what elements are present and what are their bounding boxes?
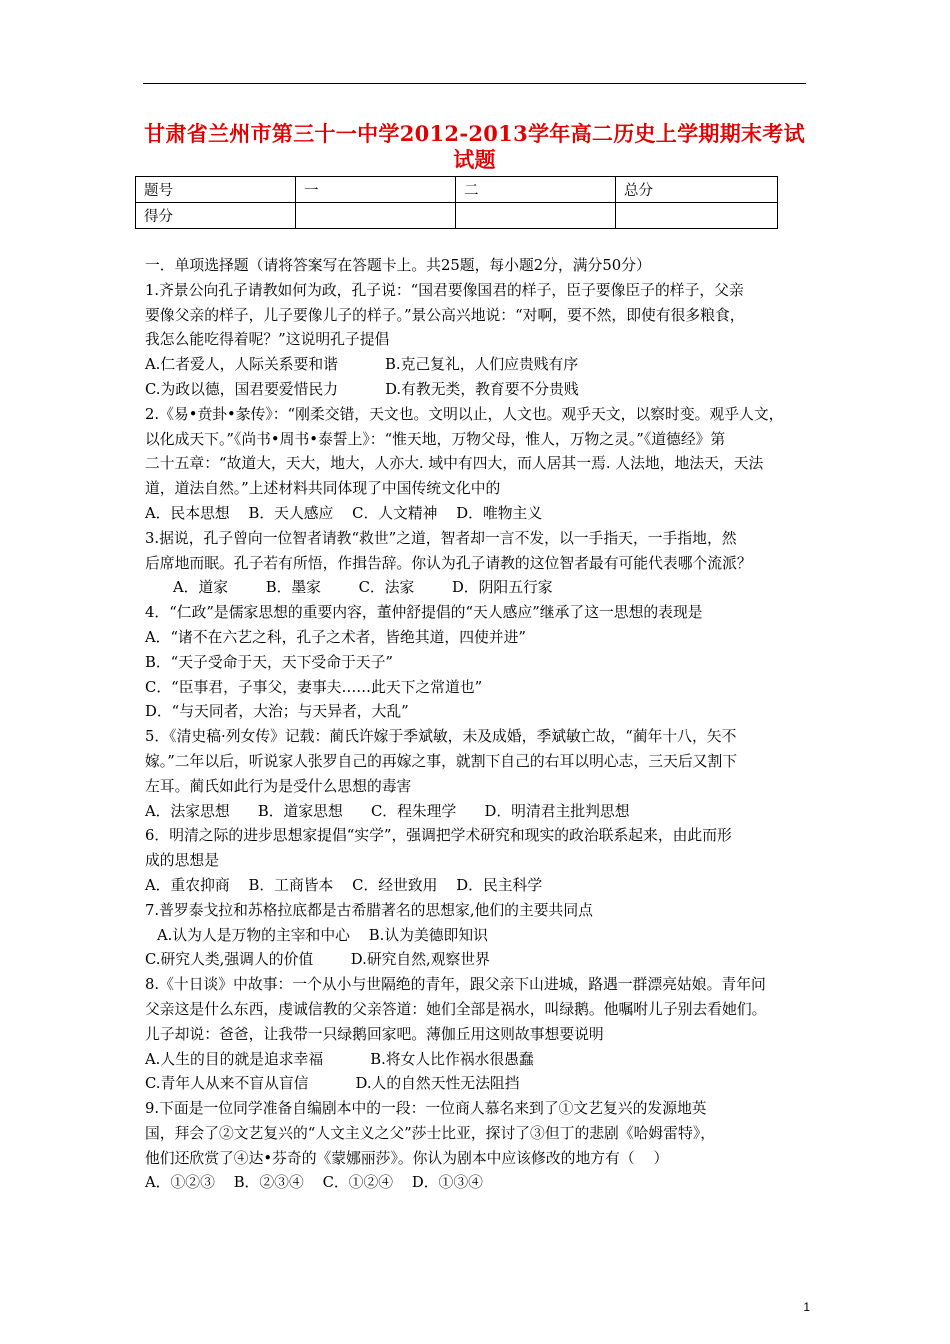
question-text: 1.齐景公向孔子请教如何为政，孔子说：“国君要像国君的样子，臣子要像臣子的样子，父亲	[145, 281, 744, 299]
question-text: 9.下面是一位同学准备自编剧本中的一段：一位商人慕名来到了①文艺复兴的发源地英	[145, 1100, 707, 1118]
question-text: 他们还欣赏了④达•芬奇的《蒙娜丽莎》。你认为剧本中应该修改的地方有（ ）	[145, 1149, 669, 1167]
question-text: 父亲这是什么东西，虔诚信教的父亲答道：她们全部是祸水，叫绿鹅。他嘱咐儿子别去看她们。	[145, 1000, 767, 1018]
question-text: 我怎么能吃得着呢？”这说明孔子提倡	[145, 331, 390, 349]
page-number: 1	[803, 1300, 810, 1314]
answer-option: A．“诸不在六艺之科，孔子之术者，皆绝其道，四使并进”	[145, 628, 526, 646]
score-header-cell: 二	[456, 177, 616, 203]
score-table	[135, 176, 778, 229]
answer-option: B．“天子受命于天，天下受命于天子”	[145, 653, 393, 671]
score-cell[interactable]	[616, 203, 778, 229]
score-row-label: 得分	[136, 203, 296, 229]
header-rule	[143, 83, 806, 84]
answer-options: C.青年人从来不盲从盲信 D.人的自然天性无法阻挡	[145, 1075, 520, 1093]
answer-options: A．民本思想 B．天人感应 C．人文精神 D．唯物主义	[145, 504, 543, 522]
question-text: 4．“仁政”是儒家思想的重要内容，董仲舒提倡的“天人感应”继承了这一思想的表现是	[145, 604, 703, 622]
question-text: 左耳。蔺氏如此行为是受什么思想的毒害	[145, 777, 412, 795]
answer-options: A.人生的目的就是追求幸福 B.将女人比作祸水很愚蠢	[145, 1050, 534, 1068]
question-text: 8.《十日谈》中故事：一个从小与世隔绝的青年，跟父亲下山进城，路遇一群漂亮姑娘。青年问	[145, 976, 766, 994]
question-text: 二十五章：“故道大，天大，地大，人亦大. 域中有四大，而人居其一焉. 人法地，地法天，天法	[145, 455, 764, 473]
score-table-score-row	[136, 203, 778, 229]
answer-options: A．重农抑商 B．工商皆本 C．经世致用 D．民主科学	[145, 876, 543, 894]
score-cell[interactable]	[456, 203, 616, 229]
answer-options: A.仁者爱人，人际关系要和谐 B.克己复礼，人们应贵贱有序	[145, 356, 579, 374]
answer-options: C.为政以德，国君要爱惜民力 D.有教无类，教育要不分贵贱	[145, 380, 579, 398]
question-text: 6．明清之际的进步思想家提倡“实学”，强调把学术研究和现实的政治联系起来，由此而形	[145, 827, 732, 845]
question-text: 成的思想是	[145, 852, 219, 870]
question-text: 道，道法自然。”上述材料共同体现了中国传统文化中的	[145, 480, 501, 498]
answer-options: A.认为人是万物的主宰和中心 B.认为美德即知识	[157, 926, 488, 944]
score-table-header-row	[136, 177, 778, 203]
score-cell[interactable]	[296, 203, 456, 229]
section-heading: 一．单项选择题（请将答案写在答题卡上。共25题，每小题2分，满分50分）	[145, 257, 651, 274]
question-text: 儿子却说：爸爸，让我带一只绿鹅回家吧。薄伽丘用这则故事想要说明	[145, 1025, 604, 1043]
answer-option: D．“与天同者，大治；与天异者，大乱”	[145, 703, 409, 721]
question-text: 7.普罗泰戈拉和苏格拉底都是古希腊著名的思想家,他们的主要共同点	[145, 901, 593, 919]
score-header-cell: 总分	[616, 177, 778, 203]
question-text: 后席地而眠。孔子若有所悟，作揖告辞。你认为孔子请教的这位智者最有可能代表哪个流派？	[145, 554, 752, 572]
question-text: 嫁。”二年以后，听说家人张罗自己的再嫁之事，就割下自己的右耳以明心志，三天后又割下	[145, 752, 738, 770]
answer-options: A．道家 B．墨家 C．法家 D．阴阳五行家	[173, 579, 553, 597]
score-header-cell: 一	[296, 177, 456, 203]
answer-option: C．“臣事君，子事父，妻事夫……此天下之常道也”	[145, 678, 483, 696]
answer-options: C.研究人类,强调人的价值 D.研究自然,观察世界	[145, 951, 490, 969]
answer-options: A．①②③ B．②③④ C．①②④ D．①③④	[145, 1174, 483, 1192]
question-text: 2.《易•贲卦•彖传》：“刚柔交错，天文也。文明以止，人文也。观乎天文，以察时变。观乎人文，	[145, 405, 784, 423]
score-header-cell: 题号	[136, 177, 296, 203]
question-text: 3.据说，孔子曾向一位智者请教“救世”之道，智者却一言不发，以一手指天，一手指地，然	[145, 529, 737, 547]
exam-content	[145, 254, 815, 1196]
question-text: 国，拜会了②文艺复兴的“人文主义之父”莎士比亚，探讨了③但丁的悲剧《哈姆雷特》，	[145, 1124, 716, 1142]
question-text: 5．《清史稿·列女传》记载：蔺氏许嫁于季斌敏，未及成婚，季斌敏亡故，“蔺年十八，矢不	[145, 728, 737, 746]
document-title: 甘肃省兰州市第三十一中学2012-2013学年高二历史上学期期末考试试题	[144, 121, 805, 172]
answer-options: A．法家思想 B．道家思想 C．程朱理学 D．明清君主批判思想	[145, 802, 630, 820]
question-text: 要像父亲的样子，儿子要像儿子的样子。”景公高兴地说：“对啊，要不然，即使有很多粮食，	[145, 306, 745, 324]
question-text: 以化成天下。”《尚书•周书•泰誓上》：“惟天地，万物父母，惟人，万物之灵。”《道德经》第	[145, 430, 726, 448]
